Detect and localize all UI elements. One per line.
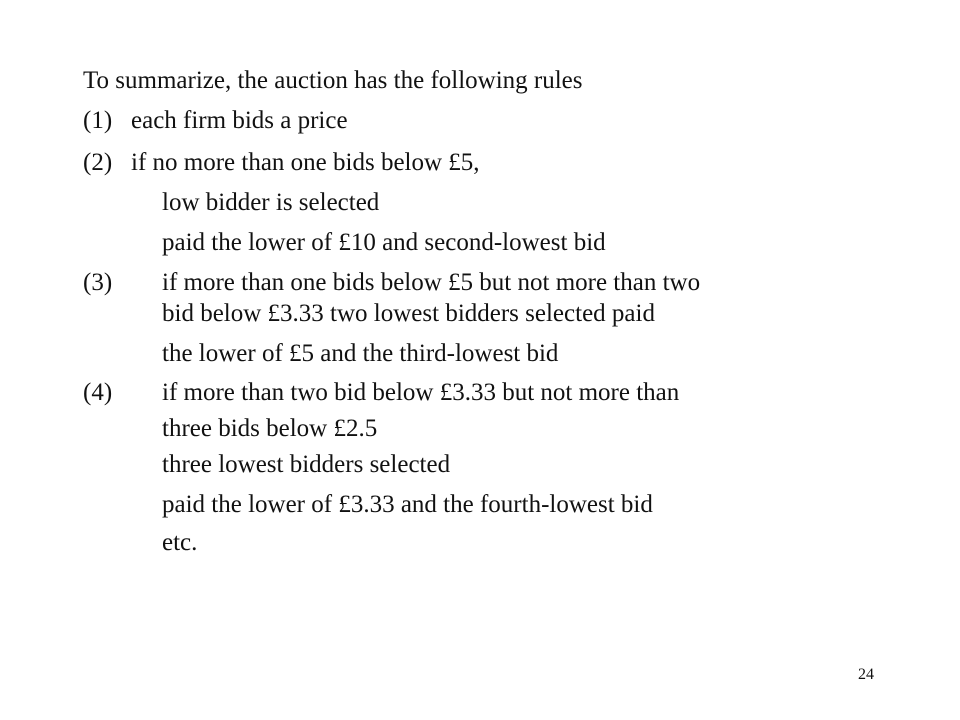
rule-2-number: (2) xyxy=(83,149,113,176)
rule-4-line-3: three lowest bidders selected xyxy=(162,451,451,478)
rule-4-line-1: if more than two bid below £3.33 but not more than xyxy=(162,379,680,406)
rule-2-line-1: if no more than one bids below £5, xyxy=(131,149,480,176)
rule-4-line-2: three bids below £2.5 xyxy=(162,415,378,442)
page-number: 24 xyxy=(858,666,874,683)
rule-4-number: (4) xyxy=(83,379,113,406)
rule-3-number: (3) xyxy=(83,269,113,296)
rule-2-line-2: low bidder is selected xyxy=(162,189,380,216)
rule-4-line-5: etc. xyxy=(162,529,198,556)
rule-4-line-4: paid the lower of £3.33 and the fourth-lowest bid xyxy=(162,491,653,518)
rule-1-number: (1) xyxy=(83,107,113,134)
rule-3-line-2: bid below £3.33 two lowest bidders selected paid xyxy=(162,300,655,327)
rule-2-line-3: paid the lower of £10 and second-lowest bid xyxy=(162,229,606,256)
intro-text: To summarize, the auction has the following rules xyxy=(83,67,583,94)
rule-3-line-1: if more than one bids below £5 but not more than two xyxy=(162,269,701,296)
rule-1-line-1: each firm bids a price xyxy=(131,107,348,134)
rule-3-line-3: the lower of £5 and the third-lowest bid xyxy=(162,340,559,367)
